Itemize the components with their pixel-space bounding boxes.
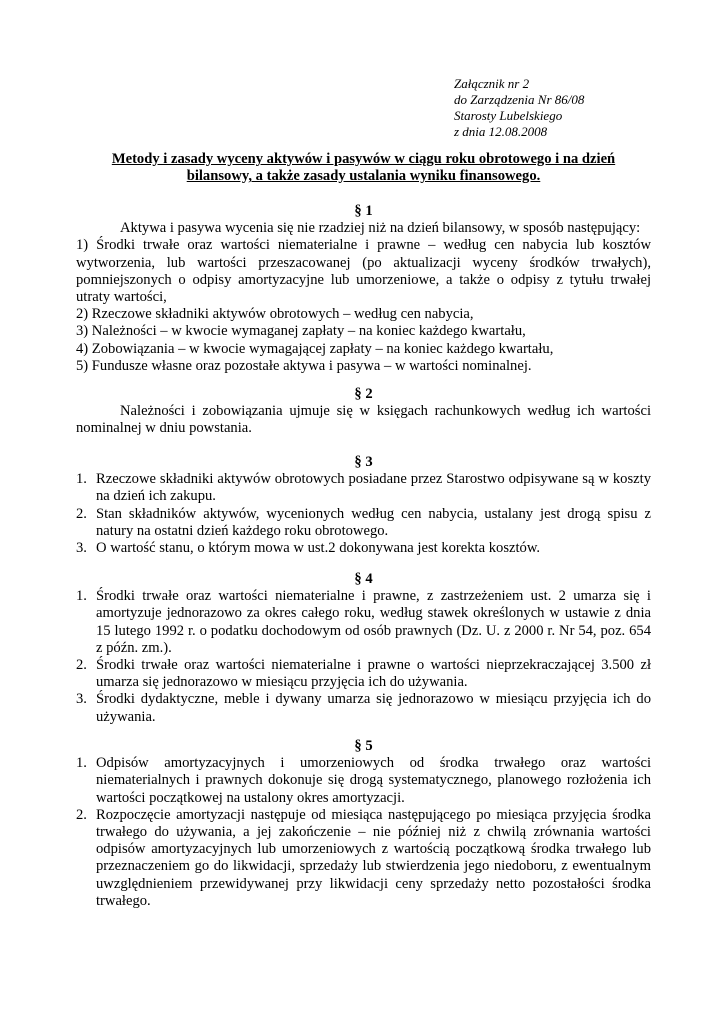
section-3-item [76,540,651,557]
section-1-intro: Aktywa i pasywa wycenia się nie rzadziej niż na dzień bilansowy, w sposób następujący: [120,220,641,237]
item-text: Rzeczowe składniki aktywów obrotowych posiadane przez Starostwo odpisywane są w koszty na dzień ich zakupu. [96,471,651,505]
section-4-heading: § 4 [354,571,373,587]
item-number: 2. [76,657,87,674]
annex-header [454,76,584,140]
section-5 [76,738,651,910]
section-1-item-4: 4) Zobowiązania – w kwocie wymagającej zapłaty – na koniec każdego kwartału, [76,340,554,357]
annex-line-date: z dnia 12.08.2008 [454,124,548,139]
item-number: 2. [76,505,87,522]
item-number: 1. [76,755,87,772]
item-text: O wartość stanu, o którym mowa w ust.2 dokonywana jest korekta kosztów. [96,540,541,557]
section-2-heading: § 2 [354,386,373,402]
item-text: Odpisów amortyzacyjnych i umorzeniowych od środka trwałego oraz wartości niematerialnych i prawnych dokonuje się drogą systematycznego, planowego rozłożenia ich wartości początkowej na ustalony okres amortyzacji. [96,755,651,806]
section-5-item [76,755,651,807]
item-number: 1. [76,471,87,488]
section-4-list [76,588,651,726]
section-1-item-3: 3) Należności – w kwocie wymaganej zapłaty – na koniec każdego kwartału, [76,323,526,340]
section-1 [76,203,651,375]
item-number: 3. [76,540,87,557]
section-4-item [76,657,651,691]
item-text: Środki dydaktyczne, meble i dywany umarza się jednorazowo w miesiącu przyjęcia ich do używania. [96,691,651,725]
item-text: Rozpoczęcie amortyzacji następuje od miesiąca następującego po miesiąca przyjęcia środka trwałego do używania, a jej zakończenie – nie później niż z chwilą zrównania wartości odpisów amortyzacyjnych lub umorzeniowych z wartością początkową środka trwałego lub przeznaczeniem go do likwidacji, sprzedaży lub stwierdzenia jego niedoboru, z ewentualnym uwzględnieniem przewidywanej przy likwidacji ceny sprzedaży netto pozostałości środka trwałego. [96,806,651,909]
section-3-heading: § 3 [354,454,373,470]
section-5-item [76,807,651,910]
section-3-item [76,471,651,505]
title-line-1: Metody i zasady wyceny aktywów i pasywów w ciągu roku obrotowego i na dzień [111,151,616,167]
section-4-item [76,691,651,725]
section-3 [76,454,651,557]
section-5-heading: § 5 [354,738,373,754]
section-2-text: Należności i zobowiązania ujmuje się w księgach rachunkowych według ich wartości nominalnej w dniu powstania. [76,403,651,437]
annex-line-ordinance: do Zarządzenia Nr 86/08 [454,92,585,107]
item-text: Środki trwałe oraz wartości niematerialne i prawne, z zastrzeżeniem ust. 2 umarza się i amortyzuje jednorazowo za okres całego roku, według stawek określonych w ustawie z dnia 15 lutego 1992 r. o podatku dochodowym od osób prawnych (Dz. U. z 2000 r. Nr 54, poz. 654 z późn. zm.). [96,588,651,656]
item-text: Stan składników aktywów, wycenionych według cen nabycia, ustalany jest drogą spisu z natury na ostatni dzień każdego roku obrotowego. [96,505,651,539]
section-4-item [76,588,651,657]
item-number: 2. [76,806,87,823]
item-number: 1. [76,588,87,605]
annex-line-authority: Starosty Lubelskiego [454,108,563,123]
annex-line-attachment: Załącznik nr 2 [454,76,530,91]
section-4 [76,571,651,726]
section-5-list [76,755,651,910]
section-1-item-2: 2) Rzeczowe składniki aktywów obrotowych – według cen nabycia, [76,306,474,323]
section-3-list [76,471,651,557]
section-1-item-1: 1) Środki trwałe oraz wartości niematerialne i prawne – według cen nabycia lub kosztów wytworzenia, lub wartości przeszacowanej (po aktualizacji wyceny środków trwałych), pomniejszonych o odpisy amortyzacyjne lub umorzeniowe, a także o odpisy z tytułu trwałej utraty wartości, [76,237,651,306]
section-1-item-5: 5) Fundusze własne oraz pozostałe aktywa i pasywa – w wartości nominalnej. [76,357,532,374]
title-line-2: bilansowy, a także zasady ustalania wyniku finansowego. [186,168,541,185]
section-2 [76,386,651,438]
item-text: Środki trwałe oraz wartości niematerialne i prawne o wartości nieprzekraczającej 3.500 zł umarza się jednorazowo w miesiącu przyjęcia ich do używania. [96,657,651,691]
section-3-item [76,506,651,540]
item-number: 3. [76,691,87,708]
document-title [76,151,651,185]
section-1-heading: § 1 [354,203,373,219]
